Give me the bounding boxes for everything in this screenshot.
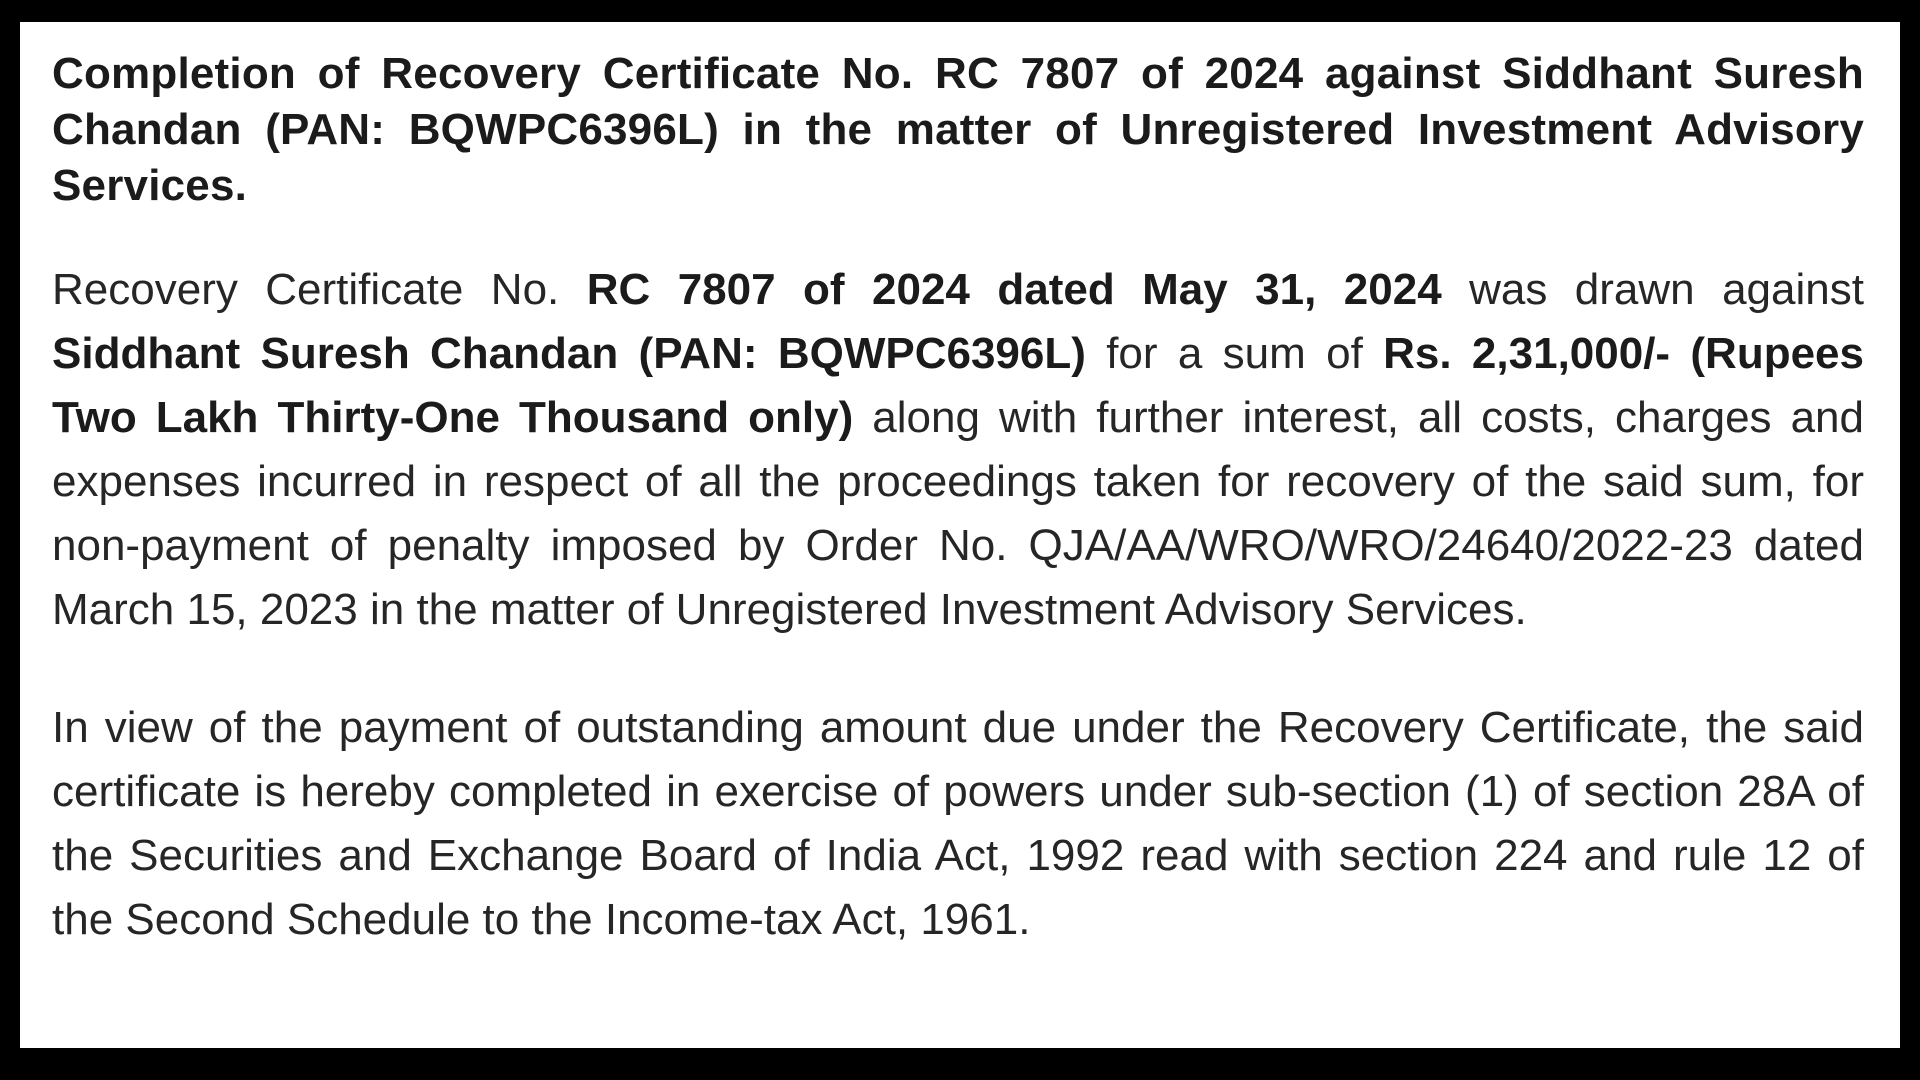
text-segment: was drawn against	[1441, 265, 1864, 314]
document-heading: Completion of Recovery Certificate No. RC 7807 of 2024 against Siddhant Suresh Chandan (PAN: BQWPC6396L) in the matter of Unregistered Investment Advisory Services.	[52, 49, 1864, 210]
document-page	[20, 22, 1900, 1048]
recovery-amount: Rs. 2,31,000/- (Rupees Two Lakh Thirty-One Thousand only)	[52, 329, 1864, 442]
paragraph-completion-notice: In view of the payment of outstanding amount due under the Recovery Certificate, the said certificate is hereby completed in exercise of powers under sub-section (1) of section 28A of the Securities and Exchange Board of India Act, 1992 read with section 224 and rule 12 of the Second Schedule to the Income-tax Act, 1961.	[52, 703, 1864, 944]
text-segment: for a sum of	[1085, 329, 1384, 378]
text-segment: Recovery Certificate No.	[52, 265, 587, 314]
defaulter-name: Siddhant Suresh Chandan (PAN: BQWPC6396L)	[52, 329, 1086, 378]
document-content	[52, 46, 1864, 952]
text-segment: along with further interest, all costs, charges and expenses incurred in respect of all the proceedings taken for recovery of the said sum, for non-payment of penalty imposed by Order No. QJA/AA/WRO/WRO/24640/2022-23 dated March 15, 2023 in the matter of Unregistered Investment Advisory Services.	[52, 393, 1864, 634]
certificate-reference: RC 7807 of 2024 dated May 31, 2024	[586, 265, 1442, 314]
paragraph-recovery-details	[52, 258, 1864, 642]
